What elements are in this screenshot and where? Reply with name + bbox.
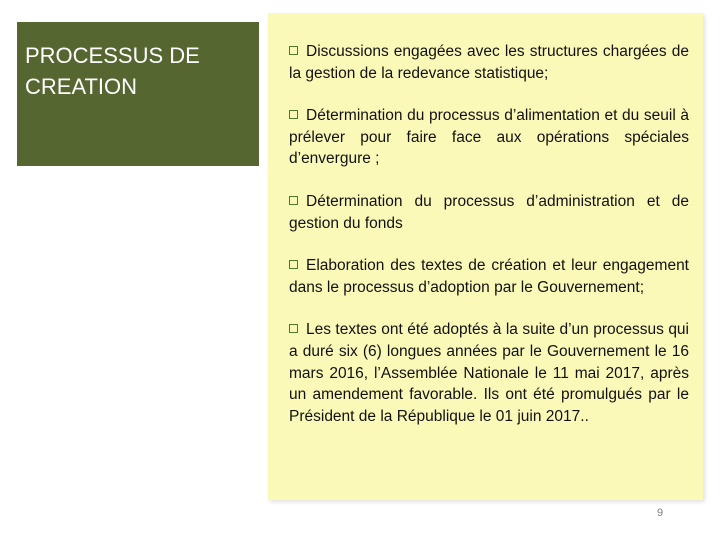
- square-bullet-icon: [289, 324, 298, 333]
- bullet-text-4: Elaboration des textes de création et leur engagement dans le processus d’adoption par le Gouvernement;: [289, 257, 689, 296]
- bullet-item-5: [289, 319, 689, 427]
- bullet-item-3: [289, 191, 689, 234]
- title-panel: [17, 22, 259, 166]
- square-bullet-icon: [289, 46, 298, 55]
- content-panel: [268, 13, 703, 500]
- bullet-text-3: Détermination du processus d’administration et de gestion du fonds: [289, 192, 689, 232]
- bullet-item-2: [289, 105, 689, 170]
- page-number: 9: [656, 507, 664, 519]
- bullet-item-1: [289, 41, 689, 84]
- square-bullet-icon: [289, 110, 298, 119]
- slide-title: PROCESSUS DE CREATION: [25, 43, 200, 99]
- bullet-text-5: Les textes ont été adoptés à la suite d’un processus qui a duré six (6) longues années par le Gouvernement le 16 mars 2016, l’Assemblée Nationale le 11 mai 2017, après un amendement favorable. Ils ont été promulgués par le Président de la République le 01 juin 2017..: [289, 321, 689, 425]
- bullet-item-4: [289, 255, 689, 298]
- bullet-text-2: Détermination du processus d’alimentation et du seuil à prélever pour faire face aux opérations spéciales d’envergure ;: [289, 107, 689, 168]
- square-bullet-icon: [289, 260, 298, 269]
- bullet-text-1: Discussions engagées avec les structures chargées de la gestion de la redevance statistique;: [289, 43, 689, 82]
- square-bullet-icon: [289, 196, 298, 205]
